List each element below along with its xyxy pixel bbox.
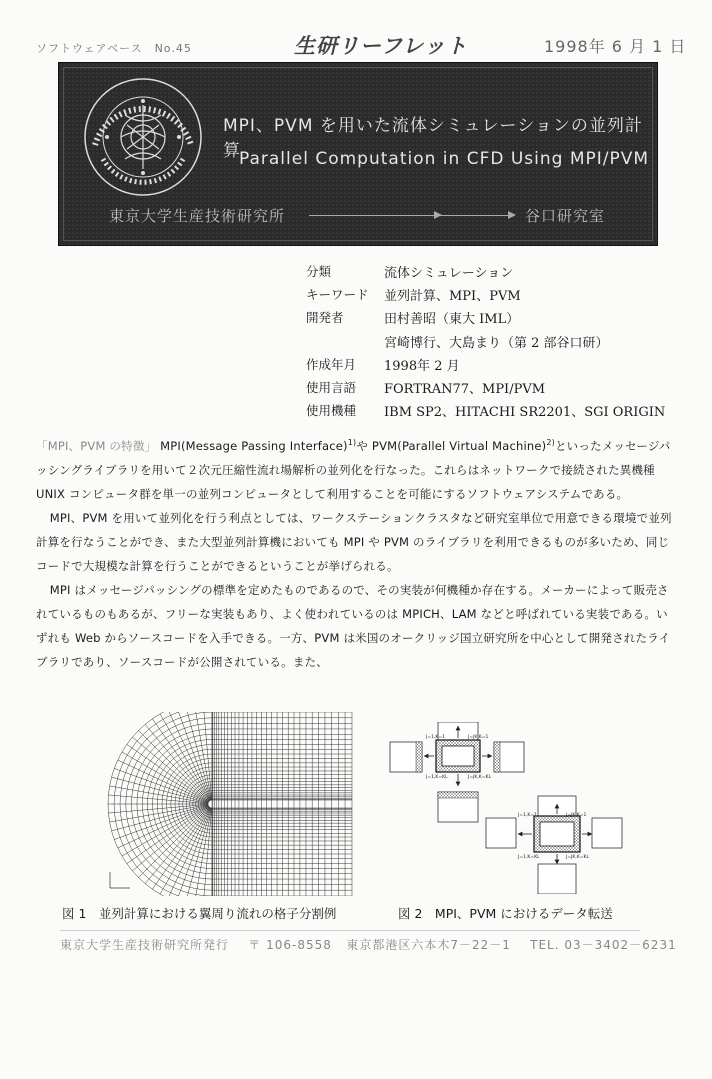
paragraph: MPI はメッセージパッシングの標準を定めたものであるので、その実装が何機種か存在する。メーカーによって販売されているものもあるが、フリーな実装もあり、よく使われているのは MPICH、LAM などと呼ばれている実装である。いずれも Web からソースコードを入手できる。一方、PVM は米国のオークリッジ国立研究所を中心として開発されたライブラリであり、ソースコードが公開されている。また、	[36, 583, 671, 669]
info-value: 並列計算、MPI、PVM	[384, 289, 521, 305]
paragraph-text: MPI(Message Passing Interface)	[160, 439, 348, 453]
lab-name: 谷口研究室	[525, 207, 606, 225]
grid-line	[138, 730, 209, 801]
grid-index-label: J=JK,K=KL	[468, 775, 491, 780]
footer-address: 東京都港区六本木7－22－1	[346, 938, 511, 952]
info-value: FORTRAN77、MPI/PVM	[384, 381, 546, 397]
footer	[60, 936, 677, 953]
paragraph: MPI、PVM を用いて並列化を行う利点としては、ワークステーションクラスタなど研究室単位で用意できる環境で並列計算を行なうことができ、また大型並列計算機においても MPI や PVM のライブラリを利用できるものが多いため、同じコードで大規模な計算を行うことができるということが挙げられる。	[36, 511, 672, 573]
info-value: 田村善昭（東大 IML）	[384, 312, 520, 328]
grid-index-label: J=1,K=1	[518, 813, 537, 818]
figure-1-caption: 図 1 並列計算における翼周り流れの格子分割例	[62, 906, 337, 921]
info-value: IBM SP2、HITACHI SR2201、SGI ORIGIN	[384, 405, 666, 421]
issue-date: 1998年 6 月 1 日	[544, 37, 687, 56]
figure-2-caption: 図 2 MPI、PVM におけるデータ転送	[398, 906, 613, 921]
body-text	[36, 434, 676, 674]
footer-publisher: 東京大学生産技術研究所発行	[60, 938, 230, 952]
grid-index-label: J=JK,K=1	[566, 813, 587, 818]
paragraph-text: や PVM(Parallel Virtual Machine)	[356, 439, 547, 453]
footer-postal: 〒 106-8558	[248, 938, 332, 952]
title-english: Parallel Computation in CFD Using MPI/PVM	[239, 149, 650, 169]
section-label: 「MPI、PVM の特徴」	[36, 439, 157, 453]
grid-line	[190, 782, 352, 827]
info-label: 使用機種	[306, 403, 357, 419]
grid-line	[108, 804, 208, 813]
grid-line	[205, 797, 352, 811]
grid-line	[194, 712, 211, 800]
institute-name: 東京大学生産技術研究所	[109, 207, 286, 225]
title-banner	[58, 62, 658, 246]
footer-tel: TEL. 03－3402－6231	[530, 938, 677, 952]
figure-2-diagram	[386, 722, 624, 894]
transfer-group-lower	[486, 796, 622, 894]
paragraph	[36, 434, 676, 506]
grid-line	[208, 800, 352, 808]
grid-line	[138, 807, 209, 878]
grid-line	[201, 793, 352, 815]
university-seal-icon	[81, 75, 205, 199]
grid-line	[194, 808, 211, 896]
grid-index-label: J=1,K=1	[426, 735, 445, 740]
grid-line	[108, 795, 208, 804]
title-japanese: MPI、PVM を用いた流体シミュレーションの並列計算	[223, 116, 643, 161]
grid-line	[186, 778, 352, 829]
footnote-ref: 1)	[347, 438, 357, 448]
info-value: 宮崎博行、大島まり（第 2 部谷口研）	[384, 335, 609, 351]
paragraph-text: といったメッセージパッシングライブラリを用いて２次元圧縮性流れ場解析の並列化を行なった。これらはネットワークで接続された異機種 UNIX コンピュータ群を単一の並列コンピュータとして利用することを可能にするソフトウェアシステムである。	[36, 439, 671, 501]
grid-index-label: J=1,K=KL	[426, 775, 448, 780]
footer-divider	[60, 930, 640, 931]
series-label: ソフトウェアベース No.45	[36, 42, 192, 55]
arrow-head-icon	[434, 211, 442, 219]
grid-index-label: J=1,K=KL	[518, 855, 540, 860]
arrow-connector	[309, 215, 514, 216]
info-label: 開発者	[306, 310, 344, 326]
info-value: 流体シミュレーション	[384, 266, 514, 281]
info-value: 1998年 2 月	[384, 358, 460, 374]
publication-title: 生研リーフレット	[294, 34, 468, 58]
grid-line	[176, 712, 210, 800]
info-label: 分類	[306, 264, 332, 279]
footnote-ref: 2)	[546, 438, 555, 448]
grid-index-label: J=JK,K=KL	[566, 855, 589, 860]
grid-index-label: J=JK,K=1	[468, 735, 489, 740]
grid-line	[203, 795, 352, 813]
grid-line	[207, 799, 352, 808]
transfer-group-upper	[390, 722, 524, 822]
info-label: 作成年月	[306, 356, 357, 372]
grid-line	[176, 808, 210, 896]
info-label: 使用言語	[306, 379, 357, 395]
figure-1-grid	[104, 712, 354, 896]
info-label: キーワード	[306, 287, 369, 303]
